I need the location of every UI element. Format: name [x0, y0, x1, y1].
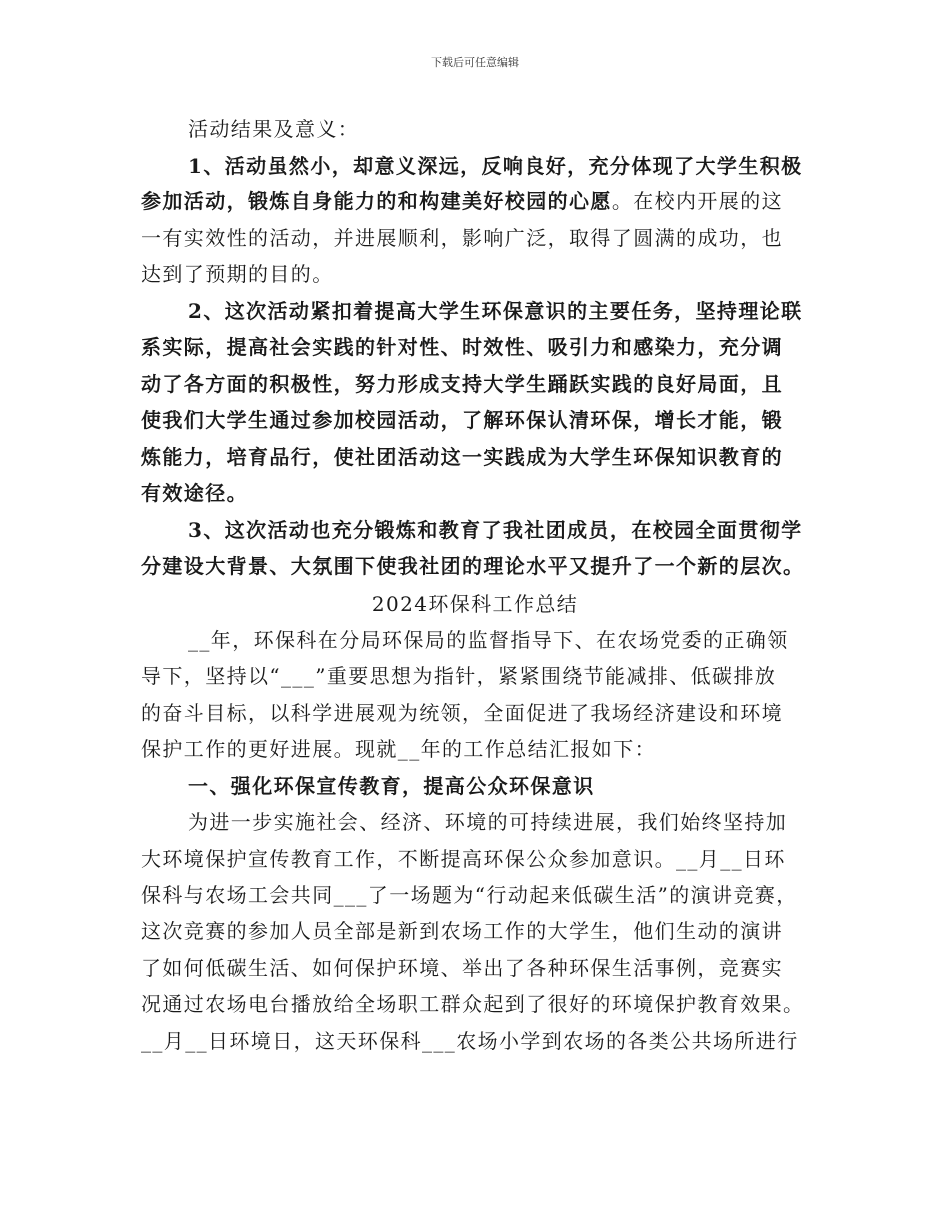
- paragraph-line: 为进一步实施社会、经济、环境的可持续进展，我们始终坚持加: [188, 810, 788, 834]
- paragraph-line: 炼能力，培育品行，使社团活动这一实践成为大学生环保知识教育的: [141, 445, 783, 469]
- paragraph-line: 3、这次活动也充分锻炼和教育了我社团成员，在校园全面贯彻学: [188, 518, 803, 542]
- section-heading: 活动结果及意义：: [188, 117, 360, 141]
- paragraph-line: 保科与农场工会共同___了一场题为“行动起来低碳生活”的演讲竞赛，: [141, 883, 798, 907]
- normal-text: 。在校内开展的这: [611, 189, 784, 213]
- paragraph-line: 的奋斗目标，以科学进展观为统领，全面促进了我场经济建设和环境: [141, 701, 783, 725]
- paragraph-line: 使我们大学生通过参加校园活动，了解环保认清环保，增长才能，锻: [141, 408, 783, 432]
- paragraph-line: 况通过农场电台播放给全场职工群众起到了很好的环境保护教育效果。: [141, 992, 805, 1016]
- paragraph-line: 这次竞赛的参加人员全部是新到农场工作的大学生，他们生动的演讲: [141, 919, 783, 943]
- paragraph-line: [141, 187, 783, 215]
- paragraph-line: __月__日环境日，这天环保科___农场小学到农场的各类公共场所进行: [141, 1029, 799, 1053]
- paragraph-line: 达到了预期的目的。: [141, 262, 334, 286]
- paragraph-line: 2、这次活动紧扣着提高大学生环保意识的主要任务，坚持理论联: [188, 299, 803, 323]
- paragraph-line: 1、活动虽然小，却意义深远，反响良好，充分体现了大学生积极: [188, 154, 803, 178]
- page-header: 下载后可任意编辑: [431, 56, 519, 69]
- section-heading: 一、强化环保宣传教育，提高公众环保意识: [188, 774, 595, 798]
- paragraph-line: 导下，坚持以“___”重要思想为指针，紧紧围绕节能减排、低碳排放: [141, 664, 777, 688]
- paragraph-line: __年，环保科在分局环保局的监督指导下、在农场党委的正确领: [188, 628, 789, 652]
- paragraph-line: 一有实效性的活动，并进展顺利，影响广泛，取得了圆满的成功，也: [141, 226, 783, 250]
- paragraph-line: 保护工作的更好进展。现就__年的工作总结汇报如下：: [141, 737, 656, 761]
- paragraph-line: 分建设大背景、大氛围下使我社团的理论水平又提升了一个新的层次。: [141, 554, 805, 578]
- paragraph-line: 大环境保护宣传教育工作，不断提高环保公众参加意识。__月__日环: [141, 847, 786, 871]
- paragraph-line: 动了各方面的积极性，努力形成支持大学生踊跃实践的良好局面，且: [141, 372, 783, 396]
- bold-text: 参加活动，锻炼自身能力的和构建美好校园的心愿: [141, 189, 612, 213]
- paragraph-line: 有效途径。: [141, 481, 248, 505]
- paragraph-line: 了如何低碳生活、如何保护环境、举出了各种环保生活事例，竞赛实: [141, 956, 783, 980]
- document-title: 2024环保科工作总结: [371, 592, 579, 616]
- paragraph-line: 系实际，提高社会实践的针对性、时效性、吸引力和感染力，充分调: [141, 335, 783, 359]
